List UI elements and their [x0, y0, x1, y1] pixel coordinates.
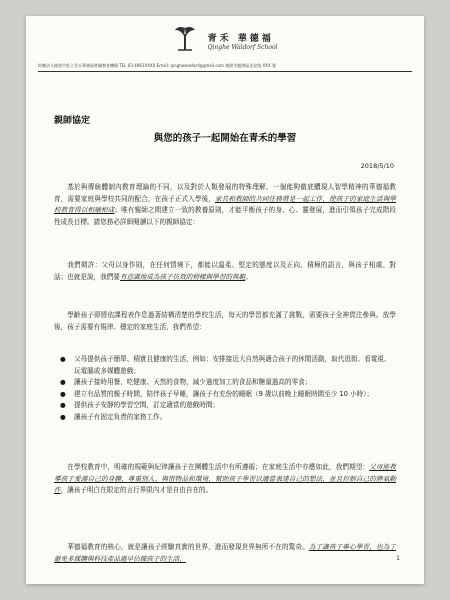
expectation-list [54, 354, 396, 424]
paragraph-school-life: 學齡孩子即將依課程表作息過著結構清楚的學校生活，每天的學習都充滿了挑戰，需要孩子全神貫注參與。放學後，孩子需要有規律、穩定的家庭生活，我們希望： [54, 311, 396, 331]
paragraph-discipline: 在學校教育中，明確的規範與紀律讓孩子在團體生活中有所遵循；在家庭生活中亦應如此，我們期望：父母能教導孩子愛護自己的身體、尊重別人、與惜物品和環境，幫助孩子學習以適當表達自己的想法，並且控制自己的脾氣動作，讓孩子明白在限定的言行界限內才是自由自在的。 [54, 463, 396, 495]
list-item: ● 建立有品質的親子時間，陪伴孩子早睡，讓孩子有充份的睡眠（9 歲以前晚上睡眠時間至少 10 小時）； [54, 389, 396, 401]
header-divider [38, 71, 412, 72]
underlined-text: 有意識地成為孩子仿效的榜樣與學習的典範 [119, 272, 246, 281]
list-item: ● 讓孩子有固定負責的家務工作。 [54, 412, 396, 424]
bullet-icon: ● [60, 355, 66, 363]
address-line: 財團法人桃園市私立青禾華德福實驗教育機構 TEL 03-4961XXXX Email: qinghewaldorf@gmail.com 桃園市龍潭區佳安路 XXX 號 [38, 63, 276, 68]
underlined-text: 父母能教導孩子愛護自己的身體、尊重別人、與惜物品和環境，幫助孩子學習以適當表達自己的想法，並且控制自己的脾氣動作 [54, 463, 396, 495]
logo-chinese-name: 青禾 華德福 [207, 34, 274, 44]
paragraph-expectation: 我們期許：父母以身作則，在任何情境下，都能以溫柔、堅定的態度以及正向、積極的語言，與孩子相處、對話；也就是說，我們要有意識地成為孩子仿效的榜樣與學習的典範。 [54, 261, 396, 281]
bird-logo-icon [172, 24, 198, 58]
list-item: ● 提供孩子安靜的學習空間，訂定適當的遊戲時間； [54, 400, 396, 412]
logo-english-name: Qinghe Waldorf School [207, 44, 278, 51]
section-label: 親師協定 [54, 116, 91, 126]
underlined-text: 家長和教師的共同任務將是一起工作，使孩子的家庭生活與學校教育得以相融相成 [54, 194, 397, 215]
bullet-icon: ● [60, 389, 66, 398]
document-title: 與您的孩子一起開始在青禾的學習 [153, 133, 297, 144]
bullet-icon: ● [60, 401, 66, 410]
page-number: 1 [396, 555, 400, 562]
list-item: ● 父母提供孩子簡單、積實且健康的生活，例如：安排接近大自然與適合孩子的休閒活動，取代逛街、看電視、玩電腦或多媒體遊戲； [60, 355, 391, 375]
bullet-icon: ● [60, 412, 66, 421]
bullet-icon: ● [60, 378, 66, 387]
underlined-text: 為了讓孩子專心學習，也為了避免多媒體與科技產品過早佔據孩子的生活， [54, 543, 397, 563]
paragraph-intro: 基於與傳統體制內教育理論的不同，以及對於人類發展的特殊理解，一個能夠徹底體現人智學精神的華德福教育，需要家庭與學校共同的配合，在孩子正式入學後，家長和教師的共同任務將是一起工作，使孩子的家庭生活與學校教育得以相融相成；唯有親師之間建立一致的教養原則，才能平衡孩子的身、心、靈發展，進而引領孩子完成階段性成長目標。請您務必詳細閱讀以下的親師協定： [54, 183, 397, 226]
school-logo [26, 24, 424, 58]
document-date: 2018/5/10 [360, 162, 394, 170]
list-item: ● 讓孩子接時用餐，吃健康、天然的食物，減少過度加工的食品和糖量過高的零食； [54, 377, 396, 389]
paragraph-core: 華德福教育的核心，就是讓孩子經驗真實的世界，進而發現世界無所不在的驚奇。為了讓孩子專心學習，也為了避免多媒體與科技產品過早佔據孩子的生活， [54, 543, 397, 563]
document-page [26, 16, 424, 584]
